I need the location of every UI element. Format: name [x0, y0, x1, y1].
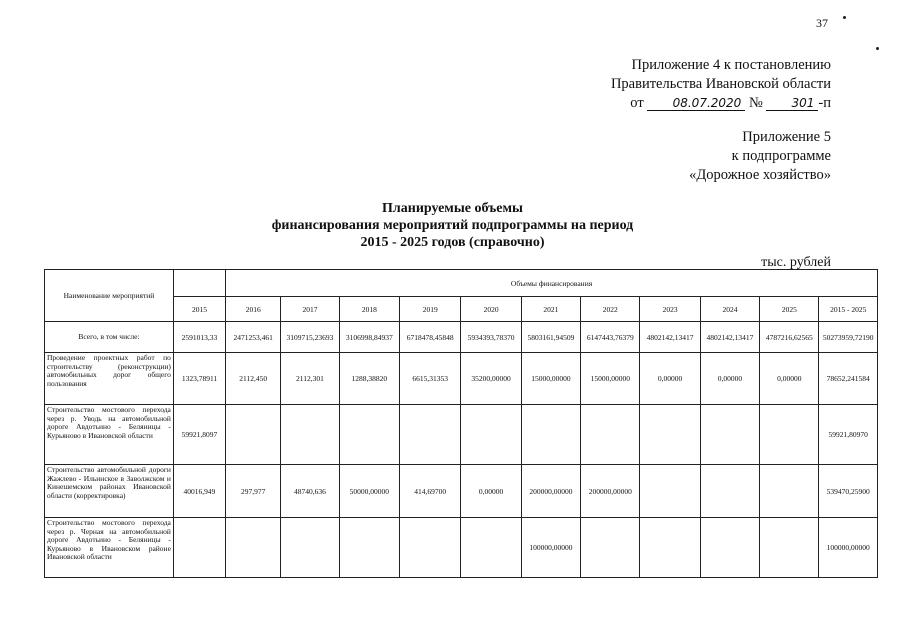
appendix-4-line1: Приложение 4 к постановлению: [631, 57, 831, 73]
value-cell: 2112,301: [281, 353, 339, 405]
value-cell: [339, 518, 399, 578]
value-cell: 59921,8097: [173, 405, 225, 465]
value-cell: 59921,80970: [819, 405, 878, 465]
value-cell: 414,69700: [400, 465, 461, 518]
year-header: 2023: [640, 297, 700, 322]
value-cell: [581, 405, 640, 465]
value-cell: [281, 405, 339, 465]
column-header-funding: Объемы финансирования: [226, 270, 878, 297]
document-title: [0, 200, 905, 251]
year-header: 2020: [461, 297, 521, 322]
number-prefix: №: [748, 95, 763, 111]
value-cell: [700, 465, 759, 518]
value-cell: [226, 405, 281, 465]
value-cell: 0,00000: [760, 353, 819, 405]
year-header: 2019: [400, 297, 461, 322]
appendix-4-header: [611, 56, 831, 113]
row-name: Строительство автомобильной дороги Жажлево - Ильинское в Заволжском и Кинешемском районах Ивановской области (корректировка): [45, 465, 174, 518]
value-cell: 0,00000: [461, 465, 521, 518]
column-header-blank: [173, 270, 225, 297]
value-cell: 4787216,62565: [760, 322, 819, 353]
units-label: тыс. рублей: [761, 255, 831, 270]
value-cell: 50273959,72190: [819, 322, 878, 353]
value-cell: 35200,00000: [461, 353, 521, 405]
value-cell: [339, 405, 399, 465]
year-header: 2015 - 2025: [819, 297, 878, 322]
table-row: [45, 322, 878, 353]
value-cell: 3106998,84937: [339, 322, 399, 353]
table-row: [45, 465, 878, 518]
value-cell: [581, 518, 640, 578]
scan-speck: [843, 16, 846, 19]
value-cell: [640, 518, 700, 578]
value-cell: 15000,00000: [521, 353, 580, 405]
value-cell: 4802142,13417: [700, 322, 759, 353]
value-cell: 0,00000: [640, 353, 700, 405]
year-header: 2021: [521, 297, 580, 322]
value-cell: [640, 465, 700, 518]
value-cell: 40016,949: [173, 465, 225, 518]
scan-speck: [876, 47, 879, 50]
number-suffix: -п: [818, 95, 831, 111]
value-cell: [521, 405, 580, 465]
value-cell: [400, 405, 461, 465]
year-header: 2015: [173, 297, 225, 322]
appendix-5-line3: «Дорожное хозяйство»: [689, 167, 831, 183]
row-name: Строительство мостового перехода через р. Уводь на автомобильной дороге Авдотьино - Беляницы - Курьяново в Ивановской области: [45, 405, 174, 465]
value-cell: 200000,00000: [521, 465, 580, 518]
value-cell: [226, 518, 281, 578]
table-row: [45, 405, 878, 465]
title-line2: финансирования мероприятий подпрограммы на период: [271, 218, 634, 233]
value-cell: 2112,450: [226, 353, 281, 405]
value-cell: [400, 518, 461, 578]
value-cell: 48740,636: [281, 465, 339, 518]
appendix-5-line2: к подпрограмме: [731, 148, 831, 164]
value-cell: 1323,78911: [173, 353, 225, 405]
year-header: 2024: [700, 297, 759, 322]
value-cell: [760, 518, 819, 578]
handwritten-date: 08.07.2020: [647, 96, 745, 111]
value-cell: [640, 405, 700, 465]
year-header: 2022: [581, 297, 640, 322]
from-prefix: от: [630, 95, 644, 111]
funding-table: [44, 269, 878, 578]
value-cell: 100000,00000: [521, 518, 580, 578]
row-name: Строительство мостового перехода через р. Черная на автомобильной дороге Авдотьино - Беляницы - Курьяново в Ивановском районе Ивановской области: [45, 518, 174, 578]
row-name: Всего, в том числе:: [45, 322, 174, 353]
value-cell: [173, 518, 225, 578]
value-cell: 78652,241584: [819, 353, 878, 405]
value-cell: [461, 518, 521, 578]
value-cell: 1288,38820: [339, 353, 399, 405]
column-header-name: Наименование мероприятий: [45, 270, 174, 322]
value-cell: 539470,25900: [819, 465, 878, 518]
value-cell: 6147443,76379: [581, 322, 640, 353]
value-cell: 5803161,94509: [521, 322, 580, 353]
year-header: 2017: [281, 297, 339, 322]
value-cell: 2591013,33: [173, 322, 225, 353]
value-cell: [700, 518, 759, 578]
value-cell: 6718478,45848: [400, 322, 461, 353]
handwritten-number: 301: [766, 96, 818, 111]
year-header: 2025: [760, 297, 819, 322]
table-row: [45, 353, 878, 405]
value-cell: 5934393,78370: [461, 322, 521, 353]
appendix-4-date-line: [611, 94, 831, 113]
value-cell: [281, 518, 339, 578]
value-cell: 297,977: [226, 465, 281, 518]
year-header: 2016: [226, 297, 281, 322]
appendix-5-header: [689, 128, 831, 185]
value-cell: [461, 405, 521, 465]
page-number: 37: [816, 16, 828, 30]
appendix-4-line2: Правительства Ивановской области: [610, 76, 831, 92]
year-header: 2018: [339, 297, 399, 322]
value-cell: 2471253,461: [226, 322, 281, 353]
value-cell: 100000,00000: [819, 518, 878, 578]
value-cell: 15000,00000: [581, 353, 640, 405]
value-cell: 200000,00000: [581, 465, 640, 518]
value-cell: [700, 405, 759, 465]
table-row: [45, 518, 878, 578]
value-cell: 3109715,23693: [281, 322, 339, 353]
title-line3: 2015 - 2025 годов (справочно): [360, 235, 545, 250]
value-cell: 50000,00000: [339, 465, 399, 518]
row-name: Проведение проектных работ по строительству (реконструкции) автомобильных дорог общего пользования: [45, 353, 174, 405]
appendix-5-line1: Приложение 5: [742, 129, 831, 145]
value-cell: 6615,31353: [400, 353, 461, 405]
title-line1: Планируемые объемы: [382, 201, 523, 216]
value-cell: [760, 465, 819, 518]
value-cell: 4802142,13417: [640, 322, 700, 353]
value-cell: 0,00000: [700, 353, 759, 405]
value-cell: [760, 405, 819, 465]
funding-table-body: [45, 322, 878, 578]
